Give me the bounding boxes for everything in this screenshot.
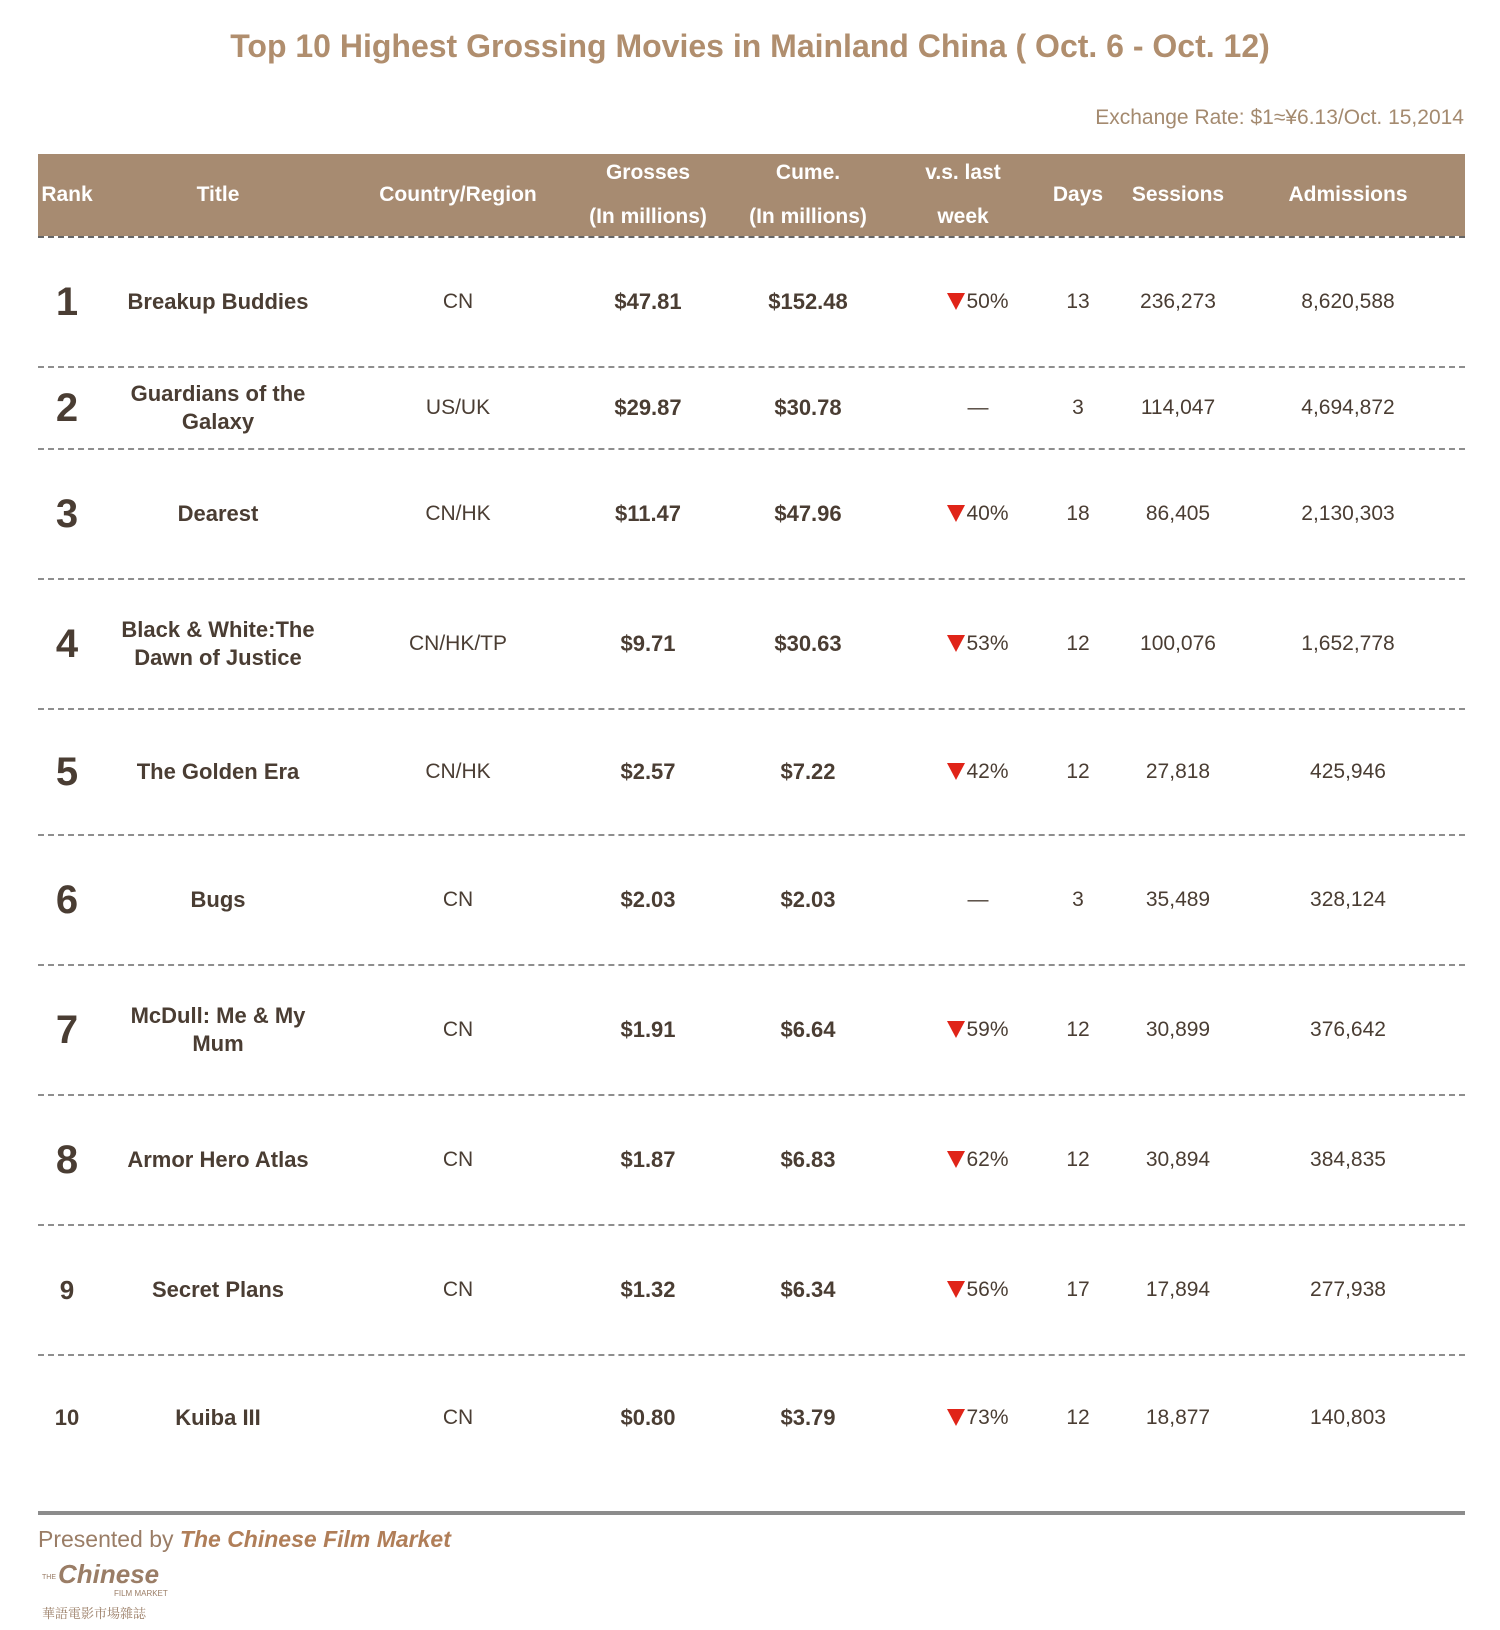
sessions-cell: 30,899: [1145, 1018, 1211, 1041]
grosses-cell: $1.91: [620, 1017, 676, 1042]
sessions-cell: 18,877: [1145, 1406, 1211, 1429]
down-triangle-icon: [947, 1409, 965, 1426]
cume-cell: $6.64: [780, 1017, 836, 1042]
table-header: [38, 154, 1465, 236]
cume-cell: $7.22: [780, 759, 836, 784]
rank-cell: 5: [55, 749, 79, 794]
grosses-cell: $47.81: [614, 289, 682, 314]
logo-sub-text: FILM MARKET: [114, 1589, 168, 1598]
change-vs-last-week-cell: [918, 966, 1038, 1094]
header-grosses: Grosses (In millions): [589, 161, 707, 228]
days-cell: 12: [1066, 632, 1090, 655]
grosses-cell: $2.03: [620, 887, 676, 912]
movie-title-cell: Breakup Buddies: [127, 289, 309, 314]
down-triangle-icon: [947, 1151, 965, 1168]
rank-cell: 2: [55, 385, 79, 430]
change-value: 56%: [966, 1278, 1009, 1301]
header-vs-last-week: v.s. last week: [925, 161, 1001, 228]
table-row: [38, 368, 1465, 450]
logo-cn-text: 華語電影市場雜誌: [42, 1607, 147, 1622]
admissions-cell: 425,946: [1310, 760, 1386, 783]
movie-title-cell: Kuiba III: [175, 1405, 261, 1430]
change-vs-last-week-cell: [918, 836, 1038, 964]
header-rank: Rank: [41, 183, 93, 206]
presented-by: Presented by The Chinese Film Market: [38, 1526, 451, 1552]
grosses-cell: $11.47: [614, 501, 682, 526]
sessions-cell: 30,894: [1145, 1148, 1211, 1171]
sessions-cell: 17,894: [1145, 1278, 1211, 1301]
table-row: [38, 966, 1465, 1096]
sessions-cell: 114,047: [1140, 396, 1216, 419]
days-cell: 12: [1066, 1406, 1090, 1429]
days-cell: 3: [1072, 396, 1084, 419]
days-cell: 12: [1066, 1148, 1090, 1171]
days-cell: 18: [1066, 502, 1090, 525]
country-cell: CN: [442, 1278, 474, 1301]
table-row: [38, 580, 1465, 710]
rank-cell: 10: [54, 1405, 80, 1430]
sessions-cell: 35,489: [1145, 888, 1211, 911]
days-cell: 12: [1066, 1018, 1090, 1041]
header-admissions: Admissions: [1288, 183, 1408, 206]
days-cell: 12: [1066, 760, 1090, 783]
change-value: 50%: [966, 290, 1009, 313]
rank-cell: 3: [55, 491, 79, 536]
days-cell: 3: [1072, 888, 1084, 911]
change-vs-last-week-cell: [918, 1096, 1038, 1224]
rank-cell: 1: [55, 279, 79, 324]
change-value: 59%: [966, 1018, 1009, 1041]
rank-cell: 9: [59, 1274, 75, 1305]
country-cell: CN: [442, 888, 474, 911]
down-triangle-icon: [947, 763, 965, 780]
down-triangle-icon: [947, 1281, 965, 1298]
change-value: 42%: [966, 760, 1009, 783]
movie-title-cell: Secret Plans: [151, 1277, 285, 1302]
movie-title-cell: McDull: Me & My Mum: [130, 1003, 306, 1056]
sessions-cell: 236,273: [1140, 290, 1216, 313]
cume-cell: $47.96: [774, 501, 842, 526]
change-value: —: [967, 888, 989, 911]
change-vs-last-week-cell: [918, 450, 1038, 578]
admissions-cell: 140,803: [1310, 1406, 1386, 1429]
movie-title-cell: The Golden Era: [136, 759, 300, 784]
days-cell: 13: [1066, 290, 1090, 313]
page-title: Top 10 Highest Grossing Movies in Mainland China ( Oct. 6 - Oct. 12): [230, 28, 1270, 64]
logo-the-text: THE: [42, 1574, 56, 1581]
grosses-cell: $0.80: [620, 1405, 676, 1430]
country-cell: CN: [442, 1148, 474, 1171]
change-value: 62%: [966, 1148, 1009, 1171]
admissions-cell: 277,938: [1310, 1278, 1386, 1301]
movie-title-cell: Black & White:The Dawn of Justice: [121, 617, 315, 670]
grosses-cell: $29.87: [614, 395, 682, 420]
change-vs-last-week-cell: [918, 368, 1038, 448]
header-days: Days: [1052, 183, 1104, 206]
header-cume: Cume. (In millions): [749, 161, 867, 228]
down-triangle-icon: [947, 293, 965, 310]
change-vs-last-week-cell: [918, 1226, 1038, 1354]
grosses-cell: $1.87: [620, 1147, 676, 1172]
country-cell: CN: [442, 1018, 474, 1041]
admissions-cell: 2,130,303: [1301, 502, 1395, 525]
rank-cell: 6: [55, 877, 79, 922]
grosses-cell: $1.32: [620, 1277, 676, 1302]
change-vs-last-week-cell: [918, 238, 1038, 366]
admissions-cell: 8,620,588: [1301, 290, 1395, 313]
table-row: [38, 836, 1465, 966]
cume-cell: $30.63: [774, 631, 842, 656]
cume-cell: $30.78: [774, 395, 842, 420]
table-row: [38, 450, 1465, 580]
movie-title-cell: Armor Hero Atlas: [127, 1147, 309, 1172]
footer-divider: [38, 1511, 1465, 1515]
logo-name-text: Chinese: [58, 1559, 160, 1589]
table-row: [38, 710, 1465, 836]
chinese-film-market-logo: [40, 1556, 190, 1628]
rank-cell: 8: [55, 1137, 79, 1182]
admissions-cell: 376,642: [1310, 1018, 1386, 1041]
change-vs-last-week-cell: [918, 580, 1038, 708]
down-triangle-icon: [947, 505, 965, 522]
country-cell: CN/HK: [425, 760, 491, 783]
down-triangle-icon: [947, 635, 965, 652]
movie-title-cell: Guardians of the Galaxy: [130, 381, 306, 434]
cume-cell: $6.34: [780, 1277, 836, 1302]
change-value: 40%: [966, 502, 1009, 525]
table-row: [38, 1356, 1465, 1480]
admissions-cell: 328,124: [1310, 888, 1386, 911]
cume-cell: $152.48: [768, 289, 848, 314]
sessions-cell: 100,076: [1140, 632, 1216, 655]
table-body: [38, 238, 1465, 1480]
change-value: —: [967, 396, 989, 419]
header-country: Country/Region: [379, 183, 537, 206]
sessions-cell: 27,818: [1145, 760, 1211, 783]
exchange-rate-note: Exchange Rate: $1≈¥6.13/Oct. 15,2014: [1095, 106, 1464, 129]
header-title: Title: [196, 183, 240, 206]
country-cell: CN/HK: [425, 502, 491, 525]
change-value: 73%: [966, 1406, 1009, 1429]
country-cell: CN: [442, 1406, 474, 1429]
country-cell: CN/HK/TP: [408, 632, 507, 655]
country-cell: CN: [442, 290, 474, 313]
rank-cell: 7: [55, 1007, 79, 1052]
table-row: [38, 238, 1465, 368]
change-vs-last-week-cell: [918, 1356, 1038, 1480]
grosses-cell: $2.57: [620, 759, 676, 784]
change-value: 53%: [966, 632, 1009, 655]
grosses-cell: $9.71: [620, 631, 676, 656]
movie-title-cell: Bugs: [190, 887, 246, 912]
header-sessions: Sessions: [1131, 183, 1225, 206]
sessions-cell: 86,405: [1145, 502, 1211, 525]
admissions-cell: 1,652,778: [1301, 632, 1395, 655]
admissions-cell: 384,835: [1310, 1148, 1386, 1171]
movie-title-cell: Dearest: [177, 501, 259, 526]
cume-cell: $6.83: [780, 1147, 836, 1172]
admissions-cell: 4,694,872: [1301, 396, 1395, 419]
country-cell: US/UK: [425, 396, 491, 419]
cume-cell: $2.03: [780, 887, 836, 912]
down-triangle-icon: [947, 1021, 965, 1038]
cume-cell: $3.79: [780, 1405, 836, 1430]
table-row: [38, 1096, 1465, 1226]
table-row: [38, 1226, 1465, 1356]
rank-cell: 4: [55, 621, 79, 666]
change-vs-last-week-cell: [918, 710, 1038, 834]
days-cell: 17: [1066, 1278, 1090, 1301]
